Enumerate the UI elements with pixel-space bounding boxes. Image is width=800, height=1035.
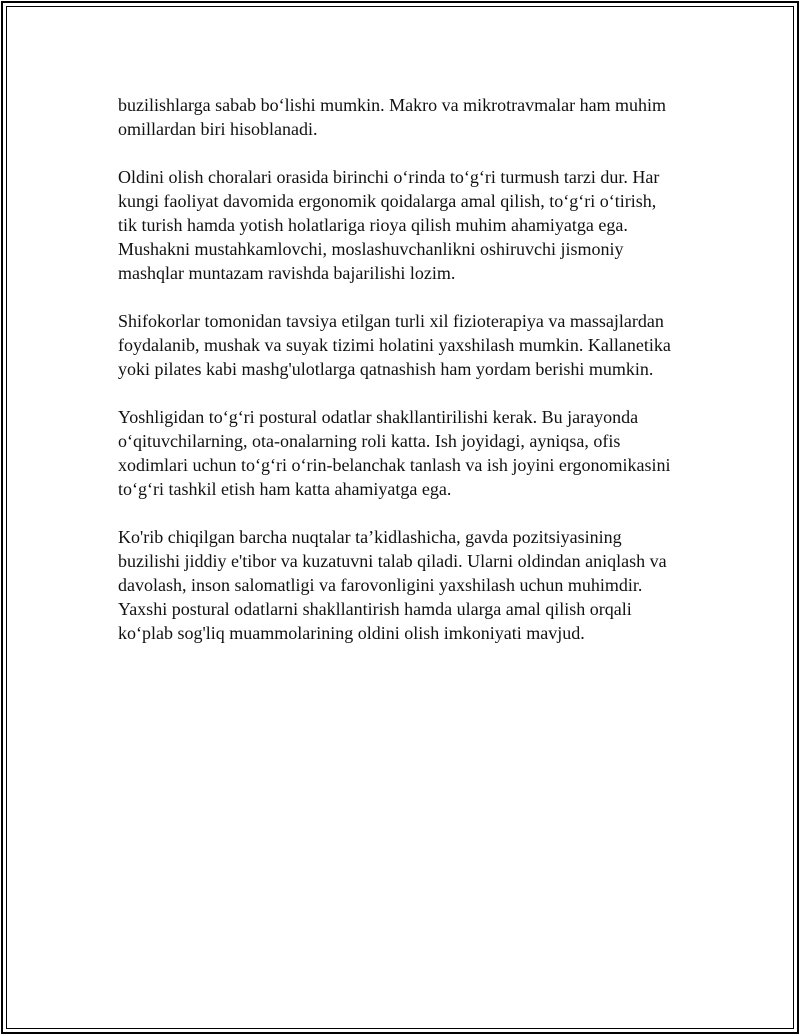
paragraph-1: buzilishlarga sabab bo‘lishi mumkin. Makro va mikrotravmalar ham muhim omillardan biri hisoblanadi. — [118, 95, 667, 139]
paragraph-3: Shifokorlar tomonidan tavsiya etilgan turli xil fizioterapiya va massajlardan foydalanib, mushak va suyak tizimi holatini yaxshilash mumkin. Kallanetika yoki pilates kabi mashg'ulotlarga qatnashish ham yordam berishi mumkin. — [118, 311, 671, 379]
document-body — [118, 93, 698, 669]
paragraph-2: Oldini olish choralari orasida birinchi o‘rinda to‘g‘ri turmush tarzi dur. Har kungi faoliyat davomida ergonomik qoidalarga amal qilish, to‘g‘ri o‘tirish, tik turish hamda yotish holatlariga rioya qilish muhim ahamiyatga ega. Mushakni mustahkamlovchi, moslashuvchanlikni oshiruvchi jismoniy mashqlar muntazam ravishda bajarilishi lozim. — [118, 167, 660, 283]
paragraph-5: Ko'rib chiqilgan barcha nuqtalar ta’kidlashicha, gavda pozitsiyasining buzilishi jiddiy e'tibor va kuzatuvni talab qiladi. Ularni oldindan aniqlash va davolash, inson salomatligi va farovonligini yaxshilash uchun muhimdir. Yaxshi postural odatlarni shakllantirish hamda ularga amal qilish orqali ko‘plab sog'liq muammolarining oldini olish imkoniyati mavjud. — [118, 527, 667, 643]
paragraph-4: Yoshligidan to‘g‘ri postural odatlar shakllantirilishi kerak. Bu jarayonda o‘qituvchilarning, ota-onalarning roli katta. Ish joyidagi, ayniqsa, ofis xodimlari uchun to‘g‘ri o‘rin-belanchak tanlash va ish joyini ergonomikasini to‘g‘ri tashkil etish ham katta ahamiyatga ega. — [118, 407, 671, 499]
